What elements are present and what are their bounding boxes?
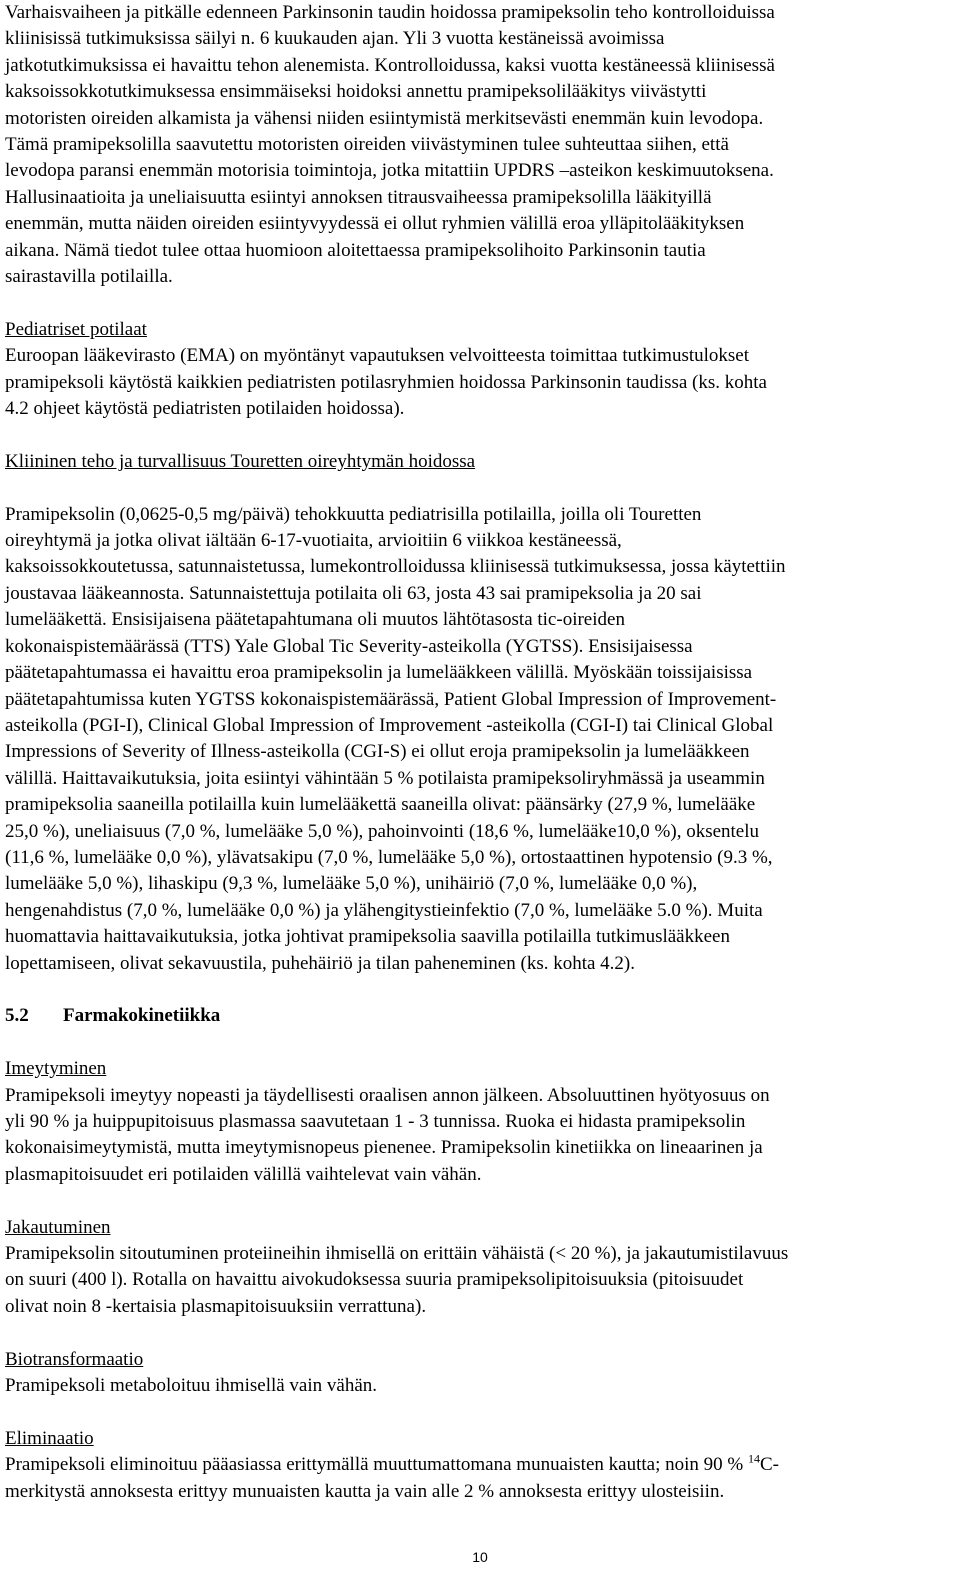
- biotransformation-heading: Biotransformaatio: [5, 1348, 144, 1370]
- elimination-heading: Eliminaatio: [5, 1427, 94, 1449]
- pediatric-heading: Pediatriset potilaat: [5, 318, 147, 340]
- elimination-line1-before: Pramipeksoli eliminoituu pääasiassa erittymällä muuttumattomana munuaisten kautta; noin 90 %: [5, 1454, 748, 1476]
- distribution-heading: Jakautuminen: [5, 1216, 111, 1238]
- distribution-paragraph: Pramipeksolin sitoutuminen proteiineihin ihmisellä on erittäin vähäistä (< 20 %), ja jakautumistilavuus on suuri (400 l). Rotalla on havaittu aivokudoksessa suuria pramipeksolipitoisuuksia (pitoisuudet olivat noin 8 -kertaisia plasmapitoisuuksiin verrattuna).: [5, 1243, 789, 1317]
- biotransformation-paragraph: Pramipeksoli metaboloituu ihmisellä vain vähän.: [5, 1375, 378, 1397]
- isotope-superscript: 14: [747, 1451, 760, 1466]
- intro-paragraph: Varhaisvaiheen ja pitkälle edenneen Parkinsonin taudin hoidossa pramipeksolin teho kontrolloiduissa kliinisissä tutkimuksissa säilyi n. 6 kuukauden ajan. Yli 3 vuotta kestäneissä avoimissa jatkotutkimuksissa ei havaittu tehon alenemista. Kontrolloidussa, kaksi vuotta kestäneessä kliinisessä kaksoissokkotutkimuksessa ensimmäiseksi hoidoksi annettu pramipeksolilääkitys viivästytti motoristen oireiden alkamista ja vähensi niiden esiintymistä merkitsevästi enemmän kuin levodopa. Tämä pramipeksolilla saavutettu motoristen oireiden viivästyminen tulee suhteuttaa siihen, että levodopa paransi enemmän motorisia toimintoja, jotka mitattiin UPDRS –asteikon keskimuutoksena. Hallusinaatioita ja uneliaisuutta esiintyi annoksen titrausvaiheessa pramipeksolilla lääkityillä enemmän, mutta näiden oireiden esiintyvyydessä ei ollut ryhmien välillä eroa ylläpitolääkityksen aikana. Nämä tiedot tulee ottaa huomioon aloitettaessa pramipeksolihoito Parkinsonin tautia sairastavilla potilailla.: [5, 2, 775, 288]
- elimination-paragraph: [5, 1452, 955, 1505]
- absorption-paragraph: Pramipeksoli imeytyy nopeasti ja täydellisesti oraalisen annon jälkeen. Absoluuttinen hyötyosuus on yli 90 % ja huippupitoisuus plasmassa saavutetaan 1 - 3 tunnissa. Ruoka ei hidasta pramipeksolin kokonaisimeytymistä, mutta imeytymisnopeus pienenee. Pramipeksolin kinetiikka on lineaarinen ja plasmapitoisuudet eri potilaiden välillä vaihtelevat vain vähän.: [5, 1084, 770, 1185]
- elimination-line2: merkitystä annoksesta erittyy munuaisten kautta ja vain alle 2 % annoksesta erittyy ulosteisiin.: [5, 1480, 725, 1502]
- page-number: 10: [472, 1549, 488, 1565]
- section-heading: [5, 1003, 955, 1029]
- tourette-heading: Kliininen teho ja turvallisuus Touretten oireyhtymän hoidossa: [5, 450, 476, 472]
- section-title: Farmakokinetiikka: [63, 1005, 221, 1027]
- section-number: 5.2: [5, 1005, 29, 1027]
- elimination-line1-after: C-: [759, 1454, 779, 1476]
- absorption-heading: Imeytyminen: [5, 1058, 107, 1080]
- document-page: [5, 0, 955, 1505]
- tourette-paragraph: Pramipeksolin (0,0625-0,5 mg/päivä) tehokkuutta pediatrisilla potilailla, joilla oli Touretten oireyhtymä ja jotka olivat iältään 6-17-vuotiaita, arvioitiin 6 viikkoa kestäneessä, kaksoissokkoutetussa, satunnaistetussa, lumekontrolloidussa kliinisessä tutkimuksessa, jossa käytettiin joustavaa lääkeannosta. Satunnaistettuja potilaita oli 63, josta 43 sai pramipeksolia ja 20 sai lumelääkettä. Ensisijaisena päätetapahtumana oli muutos lähtötasosta tic-oireiden kokonaispistemäärässä (TTS) Yale Global Tic Severity-asteikolla (YGTSS). Ensisijaisessa päätetapahtumassa ei havaittu eroa pramipeksolin ja lumelääkkeen välillä. Myöskään toissijaisissa päätetapahtumissa kuten YGTSS kokonaispistemäärässä, Patient Global Impression of Improvement- asteikolla (PGI-I), Clinical Global Impression of Improvement -asteikolla (CGI-I) tai Clinical Global Impressions of Severity of Illness-asteikolla (CGI-S) ei ollut eroja pramipeksolin ja lumelääkkeen välillä. Haittavaikutuksia, joita esiintyi vähintään 5 % potilaista pramipeksoliryhmässä ja useammin pramipeksolia saaneilla potilailla kuin lumelääkettä saaneilla olivat: päänsärky (27,9 %, lumelääke 25,0 %), uneliaisuus (7,0 %, lumelääke 5,0 %), pahoinvointi (18,6 %, lumelääke10,0 %), oksentelu (11,6 %, lumelääke 0,0 %), ylävatsakipu (7,0 %, lumelääke 5,0 %), ortostaattinen hypotensio (9.3 %, lumelääke 5,0 %), lihaskipu (9,3 %, lumelääke 5,0 %), unihäiriö (7,0 %, lumelääke 0,0 %), hengenahdistus (7,0 %, lumelääke 0,0 %) ja ylähengitystieinfektio (7,0 %, lumelääke 5.0 %). Muita huomattavia haittavaikutuksia, jotka johtivat pramipeksolia saavilla potilailla tutkimuslääkkeen lopettamiseen, olivat sekavuustila, puhehäiriö ja tilan paheneminen (ks. kohta 4.2).: [5, 503, 786, 974]
- pediatric-paragraph: Euroopan lääkevirasto (EMA) on myöntänyt vapautuksen velvoitteesta toimittaa tutkimustulokset pramipeksoli käytöstä kaikkien pediatristen potilasryhmien hoidossa Parkinsonin taudissa (ks. kohta 4.2 ohjeet käytöstä pediatristen potilaiden hoidossa).: [5, 345, 767, 420]
